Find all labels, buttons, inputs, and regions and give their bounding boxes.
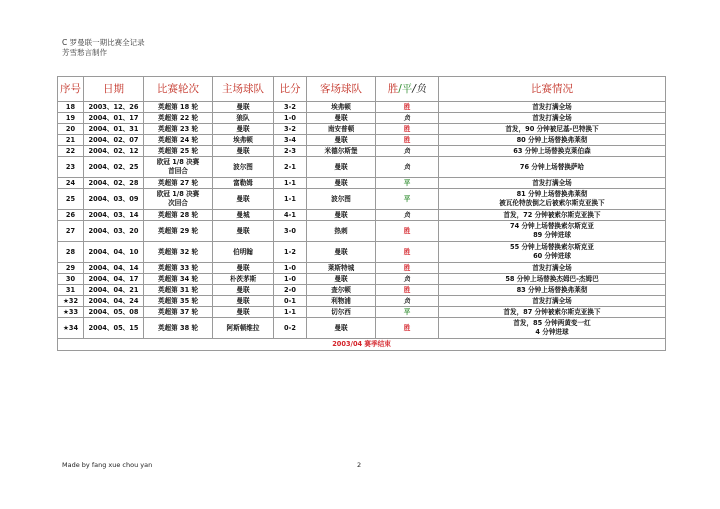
cell-score: 2-1 — [274, 157, 307, 178]
detail-line: 83 分钟上场替换弗莱彻 — [516, 285, 588, 294]
round-line: 英超第 31 轮 — [157, 285, 199, 294]
cell-home: 狼队 — [213, 113, 274, 124]
cell-detail — [439, 113, 666, 124]
table-row — [58, 135, 666, 146]
cell-result: 平 — [376, 307, 439, 318]
cell-score: 3-2 — [274, 124, 307, 135]
cell-date: 2003、12、26 — [84, 102, 144, 113]
cell-round — [144, 242, 213, 263]
detail-line: 55 分钟上场替换索尔斯克亚 — [509, 243, 594, 251]
cell-result: 胜 — [376, 102, 439, 113]
cell-score: 1-0 — [274, 263, 307, 274]
cell-score: 2-3 — [274, 146, 307, 157]
cell-home: 伯明翰 — [213, 242, 274, 263]
cell-round — [144, 263, 213, 274]
detail-line: 首发打满全场 — [532, 296, 572, 305]
cell-no: 28 — [58, 242, 84, 263]
cell-round — [144, 274, 213, 285]
round-line: 英超第 37 轮 — [157, 307, 199, 316]
cell-no: 25 — [58, 189, 84, 210]
col-header-no: 序号 — [58, 77, 84, 102]
cell-round — [144, 113, 213, 124]
cell-away: 埃弗顿 — [307, 102, 376, 113]
detail-line: 63 分钟上场替换克莱伯森 — [513, 146, 591, 155]
cell-date: 2004、02、25 — [84, 157, 144, 178]
detail-line: 76 分钟上场替换萨哈 — [519, 162, 585, 171]
cell-result: 胜 — [376, 263, 439, 274]
cell-away: 曼联 — [307, 178, 376, 189]
detail-line: 首发，87 分钟被索尔斯克亚换下 — [503, 307, 601, 316]
cell-date: 2004、04、10 — [84, 242, 144, 263]
cell-result: 胜 — [376, 124, 439, 135]
cell-no: 29 — [58, 263, 84, 274]
cell-detail — [439, 318, 666, 339]
table-row — [58, 285, 666, 296]
cell-away: 查尔顿 — [307, 285, 376, 296]
doc-title: C 罗曼联一期比赛全记录 — [62, 38, 145, 47]
cell-result: 负 — [376, 157, 439, 178]
cell-detail — [439, 242, 666, 263]
round-line: 英超第 22 轮 — [157, 113, 199, 122]
cell-home: 曼联 — [213, 263, 274, 274]
match-table — [57, 76, 666, 351]
cell-no: ★32 — [58, 296, 84, 307]
round-line: 欧冠 1/8 决赛 — [156, 158, 200, 166]
col-header-result: 胜/平/负 — [376, 77, 439, 102]
cell-no: 31 — [58, 285, 84, 296]
cell-score: 1-0 — [274, 113, 307, 124]
cell-score: 2-0 — [274, 285, 307, 296]
cell-away: 曼联 — [307, 274, 376, 285]
table-row — [58, 113, 666, 124]
round-line: 欧冠 1/8 决赛 — [156, 190, 200, 198]
table-row — [58, 102, 666, 113]
cell-detail — [439, 178, 666, 189]
col-header-home: 主场球队 — [213, 77, 274, 102]
page-number: 2 — [357, 461, 362, 469]
detail-line: 89 分钟进球 — [533, 231, 571, 239]
col-header-score: 比分 — [274, 77, 307, 102]
cell-detail — [439, 189, 666, 210]
table-row — [58, 307, 666, 318]
table-row — [58, 178, 666, 189]
cell-home: 曼联 — [213, 189, 274, 210]
cell-score: 0-1 — [274, 296, 307, 307]
cell-detail — [439, 102, 666, 113]
detail-line: 首发打满全场 — [532, 263, 572, 272]
detail-line: 74 分钟上场替换索尔斯克亚 — [509, 222, 594, 230]
cell-round — [144, 221, 213, 242]
cell-detail — [439, 274, 666, 285]
cell-detail — [439, 263, 666, 274]
table-row — [58, 318, 666, 339]
cell-score: 4-1 — [274, 210, 307, 221]
cell-away: 利物浦 — [307, 296, 376, 307]
cell-round — [144, 285, 213, 296]
cell-date: 2004、04、21 — [84, 285, 144, 296]
round-line: 英超第 18 轮 — [157, 102, 199, 111]
cell-result: 胜 — [376, 242, 439, 263]
cell-result: 平 — [376, 189, 439, 210]
cell-away: 波尔图 — [307, 189, 376, 210]
round-line: 英超第 29 轮 — [157, 226, 199, 235]
cell-result: 胜 — [376, 221, 439, 242]
detail-line: 首发打满全场 — [532, 113, 572, 122]
cell-home: 曼联 — [213, 307, 274, 318]
season-end-label: 2003/04 赛季结束 — [58, 339, 666, 351]
cell-result: 负 — [376, 296, 439, 307]
round-line: 次回合 — [168, 199, 188, 207]
cell-away: 曼联 — [307, 135, 376, 146]
cell-date: 2004、05、08 — [84, 307, 144, 318]
cell-no: 30 — [58, 274, 84, 285]
cell-round — [144, 157, 213, 178]
cell-home: 埃弗顿 — [213, 135, 274, 146]
cell-round — [144, 124, 213, 135]
cell-no: ★34 — [58, 318, 84, 339]
table-row — [58, 242, 666, 263]
round-line: 英超第 23 轮 — [157, 124, 199, 133]
footer-credit: Made by fang xue chou yan — [62, 461, 153, 469]
cell-detail — [439, 285, 666, 296]
table-row — [58, 124, 666, 135]
table-body — [58, 102, 666, 339]
cell-date: 2004、05、15 — [84, 318, 144, 339]
detail-line: 60 分钟进球 — [533, 252, 571, 260]
cell-away: 曼联 — [307, 157, 376, 178]
cell-home: 阿斯顿维拉 — [213, 318, 274, 339]
detail-line: 首发，90 分钟被尼基-巴特换下 — [505, 124, 599, 133]
table-row — [58, 210, 666, 221]
cell-round — [144, 296, 213, 307]
cell-result: 负 — [376, 113, 439, 124]
cell-home: 曼联 — [213, 296, 274, 307]
detail-line: 首发，72 分钟被索尔斯克亚换下 — [503, 210, 601, 219]
cell-detail — [439, 157, 666, 178]
table-row — [58, 146, 666, 157]
table-row — [58, 274, 666, 285]
cell-no: 24 — [58, 178, 84, 189]
cell-away: 曼联 — [307, 113, 376, 124]
cell-away: 曼联 — [307, 318, 376, 339]
cell-score: 3-0 — [274, 221, 307, 242]
cell-date: 2004、02、12 — [84, 146, 144, 157]
cell-home: 曼联 — [213, 124, 274, 135]
cell-detail — [439, 124, 666, 135]
detail-line: 首发打满全场 — [532, 102, 572, 111]
cell-score: 1-1 — [274, 189, 307, 210]
cell-no: 22 — [58, 146, 84, 157]
cell-detail — [439, 135, 666, 146]
cell-round — [144, 178, 213, 189]
detail-line: 58 分钟上场替换杰姆巴-杰姆巴 — [505, 274, 599, 283]
detail-line: 首发，85 分钟两黄变一红 — [513, 319, 591, 327]
cell-no: 19 — [58, 113, 84, 124]
cell-home: 曼联 — [213, 102, 274, 113]
cell-result: 胜 — [376, 135, 439, 146]
cell-home: 曼联 — [213, 221, 274, 242]
cell-date: 2004、04、17 — [84, 274, 144, 285]
cell-home: 曼联 — [213, 146, 274, 157]
cell-score: 3-4 — [274, 135, 307, 146]
round-line: 英超第 32 轮 — [157, 247, 199, 256]
col-header-round: 比赛轮次 — [144, 77, 213, 102]
col-header-detail: 比赛情况 — [439, 77, 666, 102]
cell-result: 胜 — [376, 285, 439, 296]
cell-date: 2004、04、24 — [84, 296, 144, 307]
round-line: 英超第 34 轮 — [157, 274, 199, 283]
cell-round — [144, 307, 213, 318]
cell-date: 2004、02、07 — [84, 135, 144, 146]
cell-score: 1-1 — [274, 178, 307, 189]
round-line: 英超第 35 轮 — [157, 296, 199, 305]
cell-no: ★33 — [58, 307, 84, 318]
cell-score: 3-2 — [274, 102, 307, 113]
col-header-away: 客场球队 — [307, 77, 376, 102]
cell-result: 负 — [376, 146, 439, 157]
round-line: 英超第 38 轮 — [157, 323, 199, 332]
cell-away: 曼联 — [307, 242, 376, 263]
cell-result: 负 — [376, 210, 439, 221]
col-header-date: 日期 — [84, 77, 144, 102]
cell-date: 2004、04、14 — [84, 263, 144, 274]
cell-date: 2004、03、09 — [84, 189, 144, 210]
cell-no: 27 — [58, 221, 84, 242]
cell-away: 米德尔斯堡 — [307, 146, 376, 157]
cell-round — [144, 189, 213, 210]
round-line: 首回合 — [168, 167, 188, 175]
cell-detail — [439, 146, 666, 157]
detail-line: 首发打满全场 — [532, 178, 572, 187]
round-line: 英超第 28 轮 — [157, 210, 199, 219]
cell-round — [144, 135, 213, 146]
cell-round — [144, 146, 213, 157]
cell-date: 2004、01、31 — [84, 124, 144, 135]
cell-home: 曼城 — [213, 210, 274, 221]
cell-away: 切尔西 — [307, 307, 376, 318]
cell-home: 朴茨茅斯 — [213, 274, 274, 285]
cell-home: 富勒姆 — [213, 178, 274, 189]
cell-round — [144, 318, 213, 339]
detail-line: 80 分钟上场替换弗莱彻 — [516, 135, 588, 144]
round-line: 英超第 24 轮 — [157, 135, 199, 144]
detail-line: 81 分钟上场替换弗莱彻 — [516, 190, 588, 198]
cell-date: 2004、03、14 — [84, 210, 144, 221]
cell-detail — [439, 221, 666, 242]
season-end-row — [58, 339, 666, 351]
detail-line: 4 分钟进球 — [535, 328, 569, 336]
table-row — [58, 221, 666, 242]
cell-no: 20 — [58, 124, 84, 135]
cell-home: 波尔图 — [213, 157, 274, 178]
cell-home: 曼联 — [213, 285, 274, 296]
table-header-row — [58, 77, 666, 102]
cell-result: 平 — [376, 178, 439, 189]
cell-detail — [439, 210, 666, 221]
round-line: 英超第 25 轮 — [157, 146, 199, 155]
cell-away: 南安普顿 — [307, 124, 376, 135]
table-row — [58, 157, 666, 178]
cell-score: 1-1 — [274, 307, 307, 318]
cell-result: 负 — [376, 274, 439, 285]
cell-away: 热刺 — [307, 221, 376, 242]
table-row — [58, 189, 666, 210]
cell-away: 曼联 — [307, 210, 376, 221]
table-row — [58, 296, 666, 307]
cell-score: 0-2 — [274, 318, 307, 339]
cell-no: 18 — [58, 102, 84, 113]
doc-author: 芳雪愁言制作 — [62, 48, 107, 57]
cell-round — [144, 102, 213, 113]
cell-no: 23 — [58, 157, 84, 178]
cell-score: 1-2 — [274, 242, 307, 263]
cell-no: 21 — [58, 135, 84, 146]
round-line: 英超第 27 轮 — [157, 178, 199, 187]
cell-detail — [439, 296, 666, 307]
cell-date: 2004、03、20 — [84, 221, 144, 242]
round-line: 英超第 33 轮 — [157, 263, 199, 272]
cell-no: 26 — [58, 210, 84, 221]
cell-detail — [439, 307, 666, 318]
cell-round — [144, 210, 213, 221]
cell-date: 2004、02、28 — [84, 178, 144, 189]
detail-line: 被瓦伦特放倒之后被索尔斯克亚换下 — [499, 199, 605, 207]
cell-date: 2004、01、17 — [84, 113, 144, 124]
cell-result: 胜 — [376, 318, 439, 339]
cell-score: 1-0 — [274, 274, 307, 285]
table-row — [58, 263, 666, 274]
cell-away: 莱斯特城 — [307, 263, 376, 274]
